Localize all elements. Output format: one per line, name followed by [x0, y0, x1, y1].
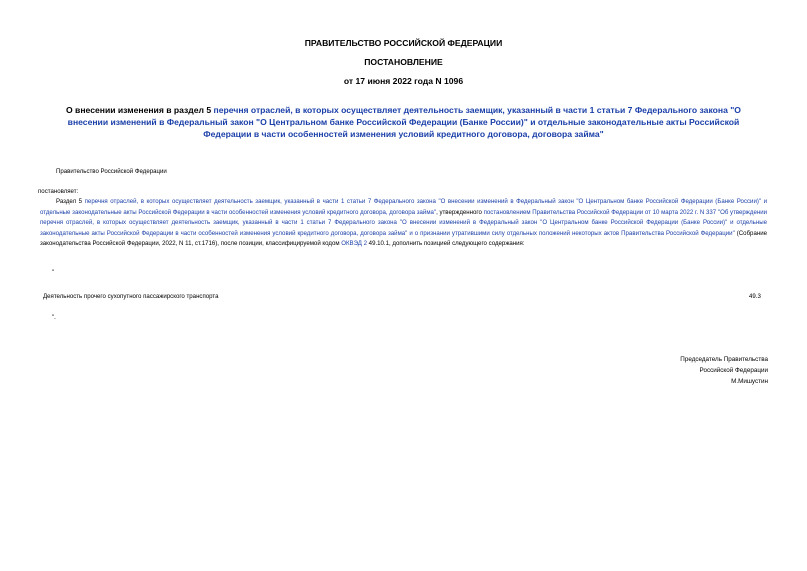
link-postanovlenie[interactable]: постановлением Правительства Российской Федерации от 10 марта 2022 г. N 337 "Об утверждении перечня отраслей, в которых осуществляет деятельность заемщик, указанный в части 1 статьи 7 Федерального закона "О внесении изменений в Федеральный закон "О Центральном банке Российской Федерации (Банке России)" и отдельные законодательные акты Российской Федерации в части особенностей изменения условий кредитного договора, договора займа" и о признании утратившими силу отдельных положений некоторых актов Правительства Российской Федерации"	[40, 208, 767, 237]
decree-word: постановляет:	[38, 188, 79, 195]
document-title	[52, 104, 755, 140]
signature-position-1: Председатель Правительства	[680, 356, 768, 363]
title-prefix: О внесении изменения в раздел 5	[65, 105, 214, 115]
link-perechen[interactable]: перечня отраслей, в которых осуществляет деятельность заемщик, указанный в части 1 статьи 7 Федерального закона "О внесении изменений в Федеральный закон "О Центральном банке Российской Федерации (Банке России)" и отдельные законодательные акты Российской Федерации в части особенностей изменения условий кредитного договора, договора займа"	[40, 198, 767, 216]
link-okved[interactable]: ОКВЭД 2	[341, 240, 367, 247]
para-mid-1: , утвержденного	[436, 208, 484, 216]
body-paragraph	[40, 197, 767, 250]
signature-position-2: Российской Федерации	[699, 367, 768, 374]
document-date-number: от 17 июня 2022 года N 1096	[343, 76, 464, 86]
title-link[interactable]: перечня отраслей, в которых осуществляет деятельность заемщик, указанный в части 1 статьи 7 Федерального закона "О внесении изменений в Федеральный закон "О Центральном банке Российской Федерации (Банке России)" и отдельные законодательные акты Российской Федерации в части особенностей изменения условий кредитного договора, договора займа"	[67, 105, 741, 139]
signature-name: М.Мишустин	[731, 378, 768, 385]
para-start: Раздел 5	[56, 198, 85, 205]
quote-close: ".	[52, 314, 56, 321]
table-row-label: Деятельность прочего сухопутного пассажирского транспорта	[43, 293, 219, 300]
para-mid-2: (Собрание законодательства Российской Федерации, 2022, N 11, ст.1716), после позиции, классифицируемой кодом	[40, 229, 767, 247]
signature-block	[680, 354, 768, 387]
government-line: Правительство Российской Федерации	[56, 168, 167, 175]
quote-open: "	[52, 269, 55, 276]
para-end: 49.10.1, дополнить позицией следующего содержания:	[366, 240, 525, 247]
government-header: ПРАВИТЕЛЬСТВО РОССИЙСКОЙ ФЕДЕРАЦИИ	[304, 38, 503, 48]
document-type: ПОСТАНОВЛЕНИЕ	[364, 57, 443, 67]
table-row-code: 49.3	[749, 293, 761, 300]
